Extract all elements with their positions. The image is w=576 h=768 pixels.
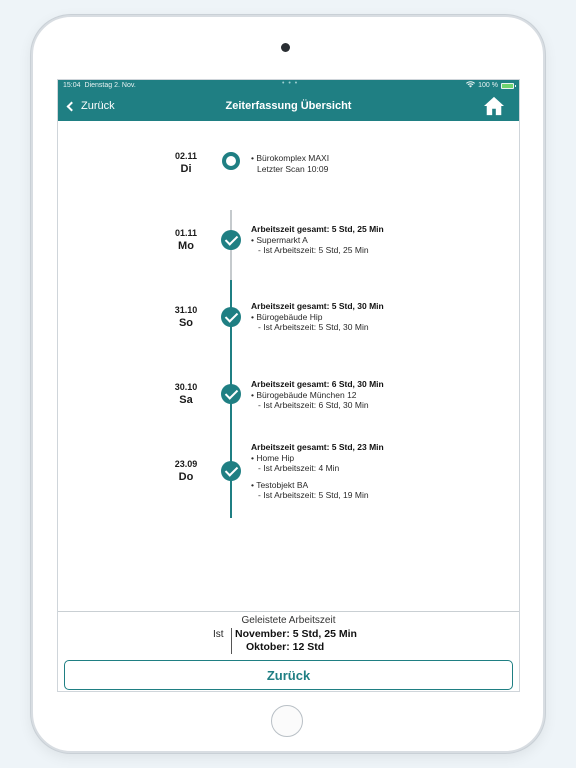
back-button[interactable]: Zurück [64, 660, 513, 690]
check-circle-icon [221, 307, 241, 327]
entry-total: Arbeitszeit gesamt: 5 Std, 30 Min [251, 301, 384, 311]
summary-values [235, 628, 357, 654]
summary-ist-label: Ist [213, 629, 224, 640]
entry-info [251, 442, 384, 501]
entry-date [158, 305, 214, 329]
entry-location-2: • Testobjekt BA [251, 480, 384, 491]
entry-weekday: Sa [179, 394, 193, 406]
entry-total: Arbeitszeit gesamt: 5 Std, 23 Min [251, 442, 384, 452]
timeline [58, 121, 519, 611]
status-date: Dienstag 2. Nov. [84, 82, 136, 89]
status-bar [58, 80, 519, 91]
entry-location: • Supermarkt A [251, 235, 384, 246]
entry-date-value: 30.10 [174, 382, 198, 392]
entry-location: • Bürogebäude Hip [251, 312, 384, 323]
entry-actual-2: - Ist Arbeitszeit: 5 Std, 19 Min [251, 490, 384, 501]
entry-weekday: Do [178, 471, 194, 483]
entry-location: • Bürokomplex MAXI [251, 153, 329, 164]
entry-date [158, 382, 214, 406]
summary-november: November: 5 Std, 25 Min [235, 628, 357, 640]
check-circle-icon [221, 230, 241, 250]
entry-weekday: Mo [178, 240, 194, 252]
device-home-button[interactable] [271, 705, 303, 737]
nav-back-button[interactable] [58, 100, 115, 112]
entry-date-value: 01.11 [174, 228, 198, 238]
entry-weekday: Di [180, 163, 192, 175]
home-icon[interactable] [483, 96, 505, 116]
entry-date [158, 228, 214, 252]
summary-panel [58, 611, 519, 692]
entry-actual: - Ist Arbeitszeit: 4 Min [251, 463, 384, 474]
entry-date-value: 31.10 [174, 305, 198, 315]
check-circle-icon [221, 461, 241, 481]
nav-bar [58, 91, 519, 121]
entry-date [158, 459, 214, 483]
summary-divider [231, 628, 232, 654]
entry-info [251, 301, 384, 333]
entry-actual: - Ist Arbeitszeit: 6 Std, 30 Min [251, 400, 384, 411]
app-screen [57, 79, 520, 692]
entry-last-scan: Letzter Scan 10:09 [257, 163, 329, 174]
wifi-icon [466, 81, 475, 90]
entry-total: Arbeitszeit gesamt: 6 Std, 30 Min [251, 379, 384, 389]
entry-actual: - Ist Arbeitszeit: 5 Std, 30 Min [251, 322, 384, 333]
summary-oktober: Oktober: 12 Std [246, 641, 325, 653]
entry-date [158, 151, 214, 175]
entry-info [251, 224, 384, 256]
entry-location: • Home Hip [251, 453, 384, 464]
entry-info [251, 379, 384, 411]
entry-weekday: So [178, 317, 194, 329]
chevron-left-icon [67, 101, 77, 111]
page-title: Zeiterfassung Übersicht [225, 100, 352, 112]
check-circle-icon [221, 384, 241, 404]
camera-dot [281, 43, 290, 52]
open-circle-icon [222, 152, 240, 170]
summary-title: Geleistete Arbeitszeit [241, 615, 336, 626]
entry-location: • Bürogebäude München 12 [251, 390, 384, 401]
status-time: 15:04 [63, 82, 81, 89]
multitask-dots[interactable]: • • • [282, 80, 299, 87]
entry-total: Arbeitszeit gesamt: 5 Std, 25 Min [251, 224, 384, 234]
entry-actual: - Ist Arbeitszeit: 5 Std, 25 Min [251, 245, 384, 256]
entry-info [251, 153, 329, 174]
nav-back-label: Zurück [81, 100, 115, 112]
battery-icon [501, 83, 514, 89]
battery-percent: 100 % [478, 82, 498, 89]
entry-date-value: 23.09 [174, 459, 198, 469]
entry-date-value: 02.11 [174, 151, 198, 161]
